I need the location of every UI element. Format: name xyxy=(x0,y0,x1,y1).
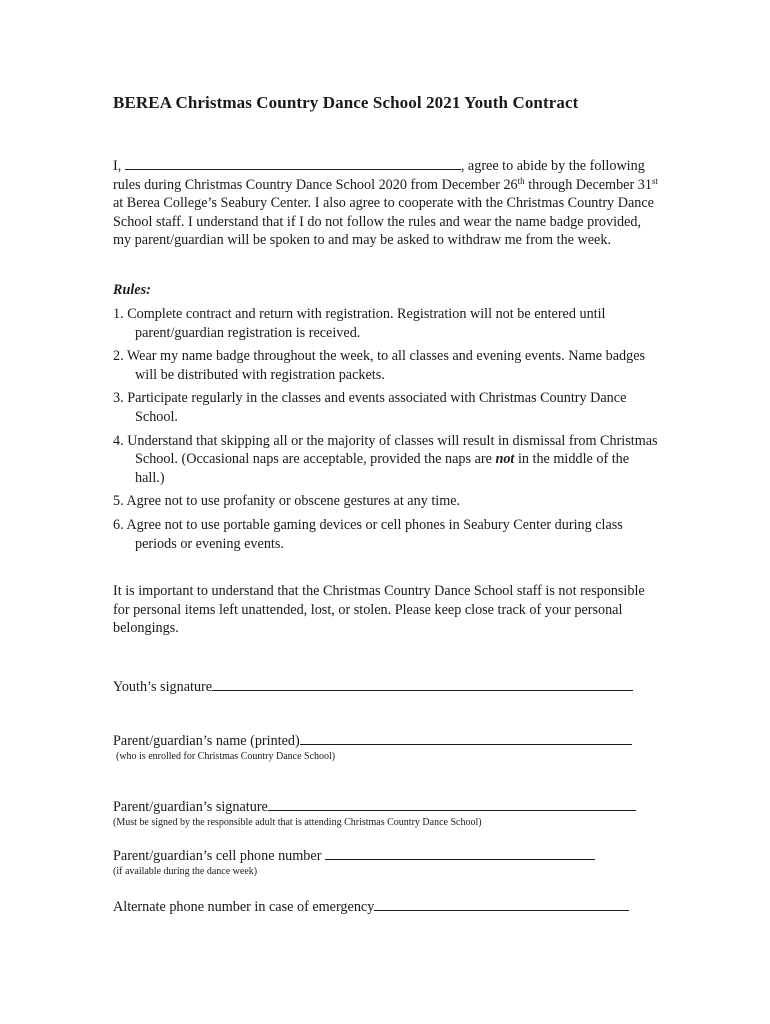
rule-item: 1. Complete contract and return with registration. Registration will not be entered until parent/guardian registration is received. xyxy=(113,306,606,341)
cell-phone-line[interactable] xyxy=(325,847,595,860)
cell-phone-label: Parent/guardian’s cell phone number xyxy=(113,848,325,864)
rules-list xyxy=(113,305,658,558)
rule-item: 2. Wear my name badge throughout the week, to all classes and evening events. Name badges will be distributed with registration packets. xyxy=(113,348,646,383)
parent-signature-label: Parent/guardian’s signature xyxy=(113,799,268,815)
intro-sup-th: th xyxy=(517,175,525,186)
youth-signature-label: Youth’s signature xyxy=(113,679,213,695)
intro-rest: at Berea College’s Seabury Center. I also agree to cooperate with the Christmas Country Dance School staff. I understand that if I do not follow the rules and wear the name badge provided, my parent/guardian will be spoken to and may be asked to withdraw me from the week. xyxy=(113,195,654,249)
alt-phone-label: Alternate phone number in case of emergency xyxy=(113,899,375,915)
youth-signature-field xyxy=(113,678,633,696)
parent-name-field xyxy=(113,732,632,750)
intro-sup-st: st xyxy=(651,175,658,186)
rule-item: 5. Agree not to use profanity or obscene gestures at any time. xyxy=(113,493,461,510)
rule-item: 3. Participate regularly in the classes and events associated with Christmas Country Dance School. xyxy=(113,390,627,425)
intro-after-blank: , agree to abide by the following rules during Christmas Country Dance School 2020 from December 26 xyxy=(113,158,645,193)
name-blank-line[interactable] xyxy=(125,156,461,170)
rule4-before: 4. Understand that skipping all or the majority of classes will result in dismissal from Christmas School. (Occasional naps are acceptable, provided the naps are xyxy=(113,432,658,468)
alt-phone-line[interactable] xyxy=(374,898,629,911)
cell-phone-field xyxy=(113,847,595,865)
notice-paragraph: It is important to understand that the Christmas Country Dance School staff is not responsible for personal items left unattended, lost, or stolen. Please keep close track of your personal belongings. xyxy=(113,583,645,637)
intro-mid: through December 31 xyxy=(524,176,652,193)
parent-signature-field xyxy=(113,798,636,816)
intro-lead: I, xyxy=(113,158,125,174)
rule4-after: in the middle of the hall.) xyxy=(135,451,630,486)
rule4-emphasis: not xyxy=(495,451,515,468)
alt-phone-field xyxy=(113,898,629,916)
rule-item xyxy=(113,432,658,488)
rules-heading: Rules: xyxy=(113,282,151,298)
cell-phone-note: (if available during the dance week) xyxy=(113,866,258,877)
parent-name-label: Parent/guardian’s name (printed) xyxy=(113,733,300,749)
rule-item: 6. Agree not to use portable gaming devices or cell phones in Seabury Center during class periods or evening events. xyxy=(113,516,623,552)
parent-signature-line[interactable] xyxy=(268,798,636,811)
parent-name-note: (who is enrolled for Christmas Country Dance School) xyxy=(116,751,336,762)
page-title: BEREA Christmas Country Dance School 2021 Youth Contract xyxy=(113,93,579,112)
parent-name-line[interactable] xyxy=(300,732,632,745)
youth-signature-line[interactable] xyxy=(212,678,633,691)
parent-signature-note: (Must be signed by the responsible adult that is attending Christmas Country Dance School) xyxy=(113,817,482,828)
intro-paragraph xyxy=(113,156,658,250)
